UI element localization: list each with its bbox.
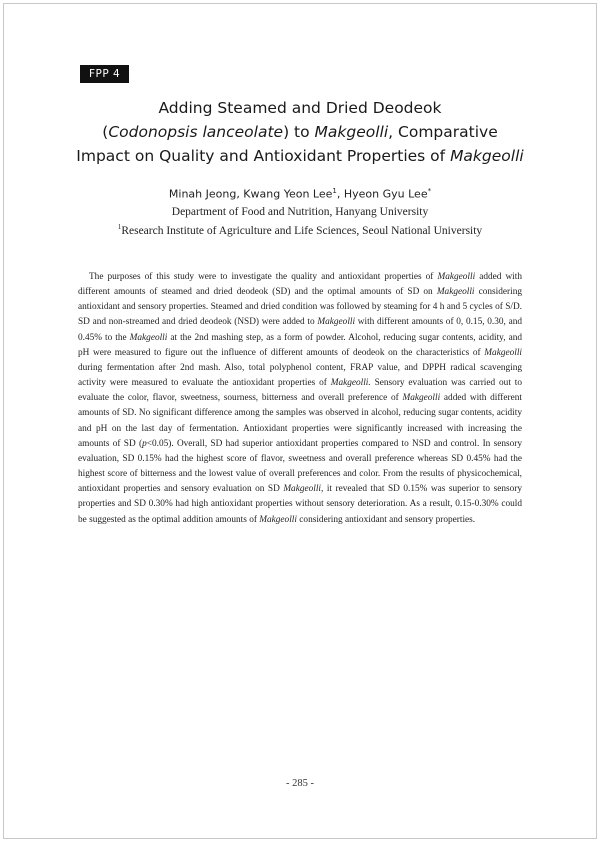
abstract-text: Sensory evaluation was carried out to evaluate the color, flavor, sweetness, sourness, bitterness and overall preference of	[78, 378, 522, 404]
abstract-paragraph	[78, 270, 522, 528]
abstract-text: , it revealed that SD 0.15% was superior to sensory properties and SD 0.30% had high antioxidant properties without sensory deterioration. As a result, 0.15-0.30% could be suggested as the optimal addition amounts of	[78, 484, 522, 525]
author-list	[40, 187, 560, 201]
title-line-2	[60, 120, 540, 144]
title-makgeolli: Makgeolli	[450, 147, 524, 165]
page-number: - 285 -	[286, 778, 314, 789]
abstract-text: with different amounts of 0, 0.15, 0.30, and 0.45% to the	[78, 317, 522, 343]
abstract-text: added with different amounts of SD. No significant difference among the samples was observed in alcohol, reducing sugar contents, acidity and pH on the last day of fermentation. Antioxidant properties were significantly increased with increasing the amounts of SD (	[78, 393, 522, 449]
abstract-italic: p	[142, 438, 147, 449]
affiliation-2	[40, 223, 560, 237]
abstract-italic: Makgeolli.	[330, 378, 371, 389]
session-badge: FPP 4	[80, 65, 129, 83]
abstract-text: during fermentation after 2nd mash. Also, total polyphenol content, FRAP value, and DPPH radical scavenging activity were measured to evaluate the antioxidant properties of	[78, 362, 522, 389]
abstract-italic: Makgeolli	[317, 317, 356, 328]
abstract-text: added with different amounts of steamed and dried deodeok (SD) and the optimal amounts of SD on	[78, 272, 522, 298]
author-names: Minah Jeong, Kwang Yeon Lee	[168, 187, 333, 201]
title-makgeolli: Makgeolli	[314, 123, 389, 141]
affiliation-mark: 1	[117, 223, 122, 231]
title-text: , Comparative	[388, 123, 498, 141]
abstract-text: The purposes of this study were to investigate the quality and antioxidant properties of	[89, 272, 438, 282]
abstract-text: at the 2nd mashing step, as a form of powder. Alcohol, reducing sugar contents, acidity, and pH were measured to figure out the influence of different amounts of deodeok on the characteristics of	[78, 332, 522, 358]
affiliation-text: Research Institute of Agriculture and Life Sciences, Seoul National University	[121, 224, 483, 237]
abstract-text: considering antioxidant and sensory properties.	[296, 514, 476, 525]
abstract-text: <0.05). Overall, SD had superior antioxidant properties compared to NSD and control. In sensory evaluation, SD 0.15% had the highest score of flavor, sweetness and overall preference whereas SD 0.45% had the highest score of bitterness and the lowest value of overall preferences and color. From the results of physicochemical, antioxidant properties and sensory evaluation on SD	[78, 438, 522, 495]
affiliation-mark: 1	[332, 187, 337, 195]
abstract-text: considering antioxidant and sensory properties. Steamed and dried condition was followed by steaming for 4 h and 5 cycles of S/D. SD and non-streamed and dried deodeok (NSD) were added to	[78, 287, 522, 328]
abstract-italic: Makgeolli	[259, 514, 297, 525]
title-line-3	[60, 144, 540, 168]
title-text: ) to	[283, 123, 315, 141]
corresponding-mark: *	[427, 187, 432, 195]
paper-title	[60, 96, 540, 168]
abstract-italic: Makgeolli	[437, 272, 476, 282]
title-line-1: Adding Steamed and Dried Deodeok	[158, 99, 442, 117]
affiliation-1: Department of Food and Nutrition, Hanyang University	[171, 206, 429, 218]
author-names: , Hyeon Gyu Lee	[336, 187, 428, 201]
title-species-name: Codonopsis lanceolate	[108, 123, 284, 141]
abstract-italic: Makgeolli	[129, 332, 168, 343]
title-text: (	[102, 123, 109, 141]
abstract-italic: Makgeolli	[402, 393, 441, 404]
abstract-italic: Makgeolli	[484, 347, 522, 358]
abstract-italic: Makgeolli	[436, 287, 475, 298]
title-text: Impact on Quality and Antioxidant Properties of	[76, 147, 451, 165]
abstract-italic: Makgeolli	[283, 484, 322, 495]
